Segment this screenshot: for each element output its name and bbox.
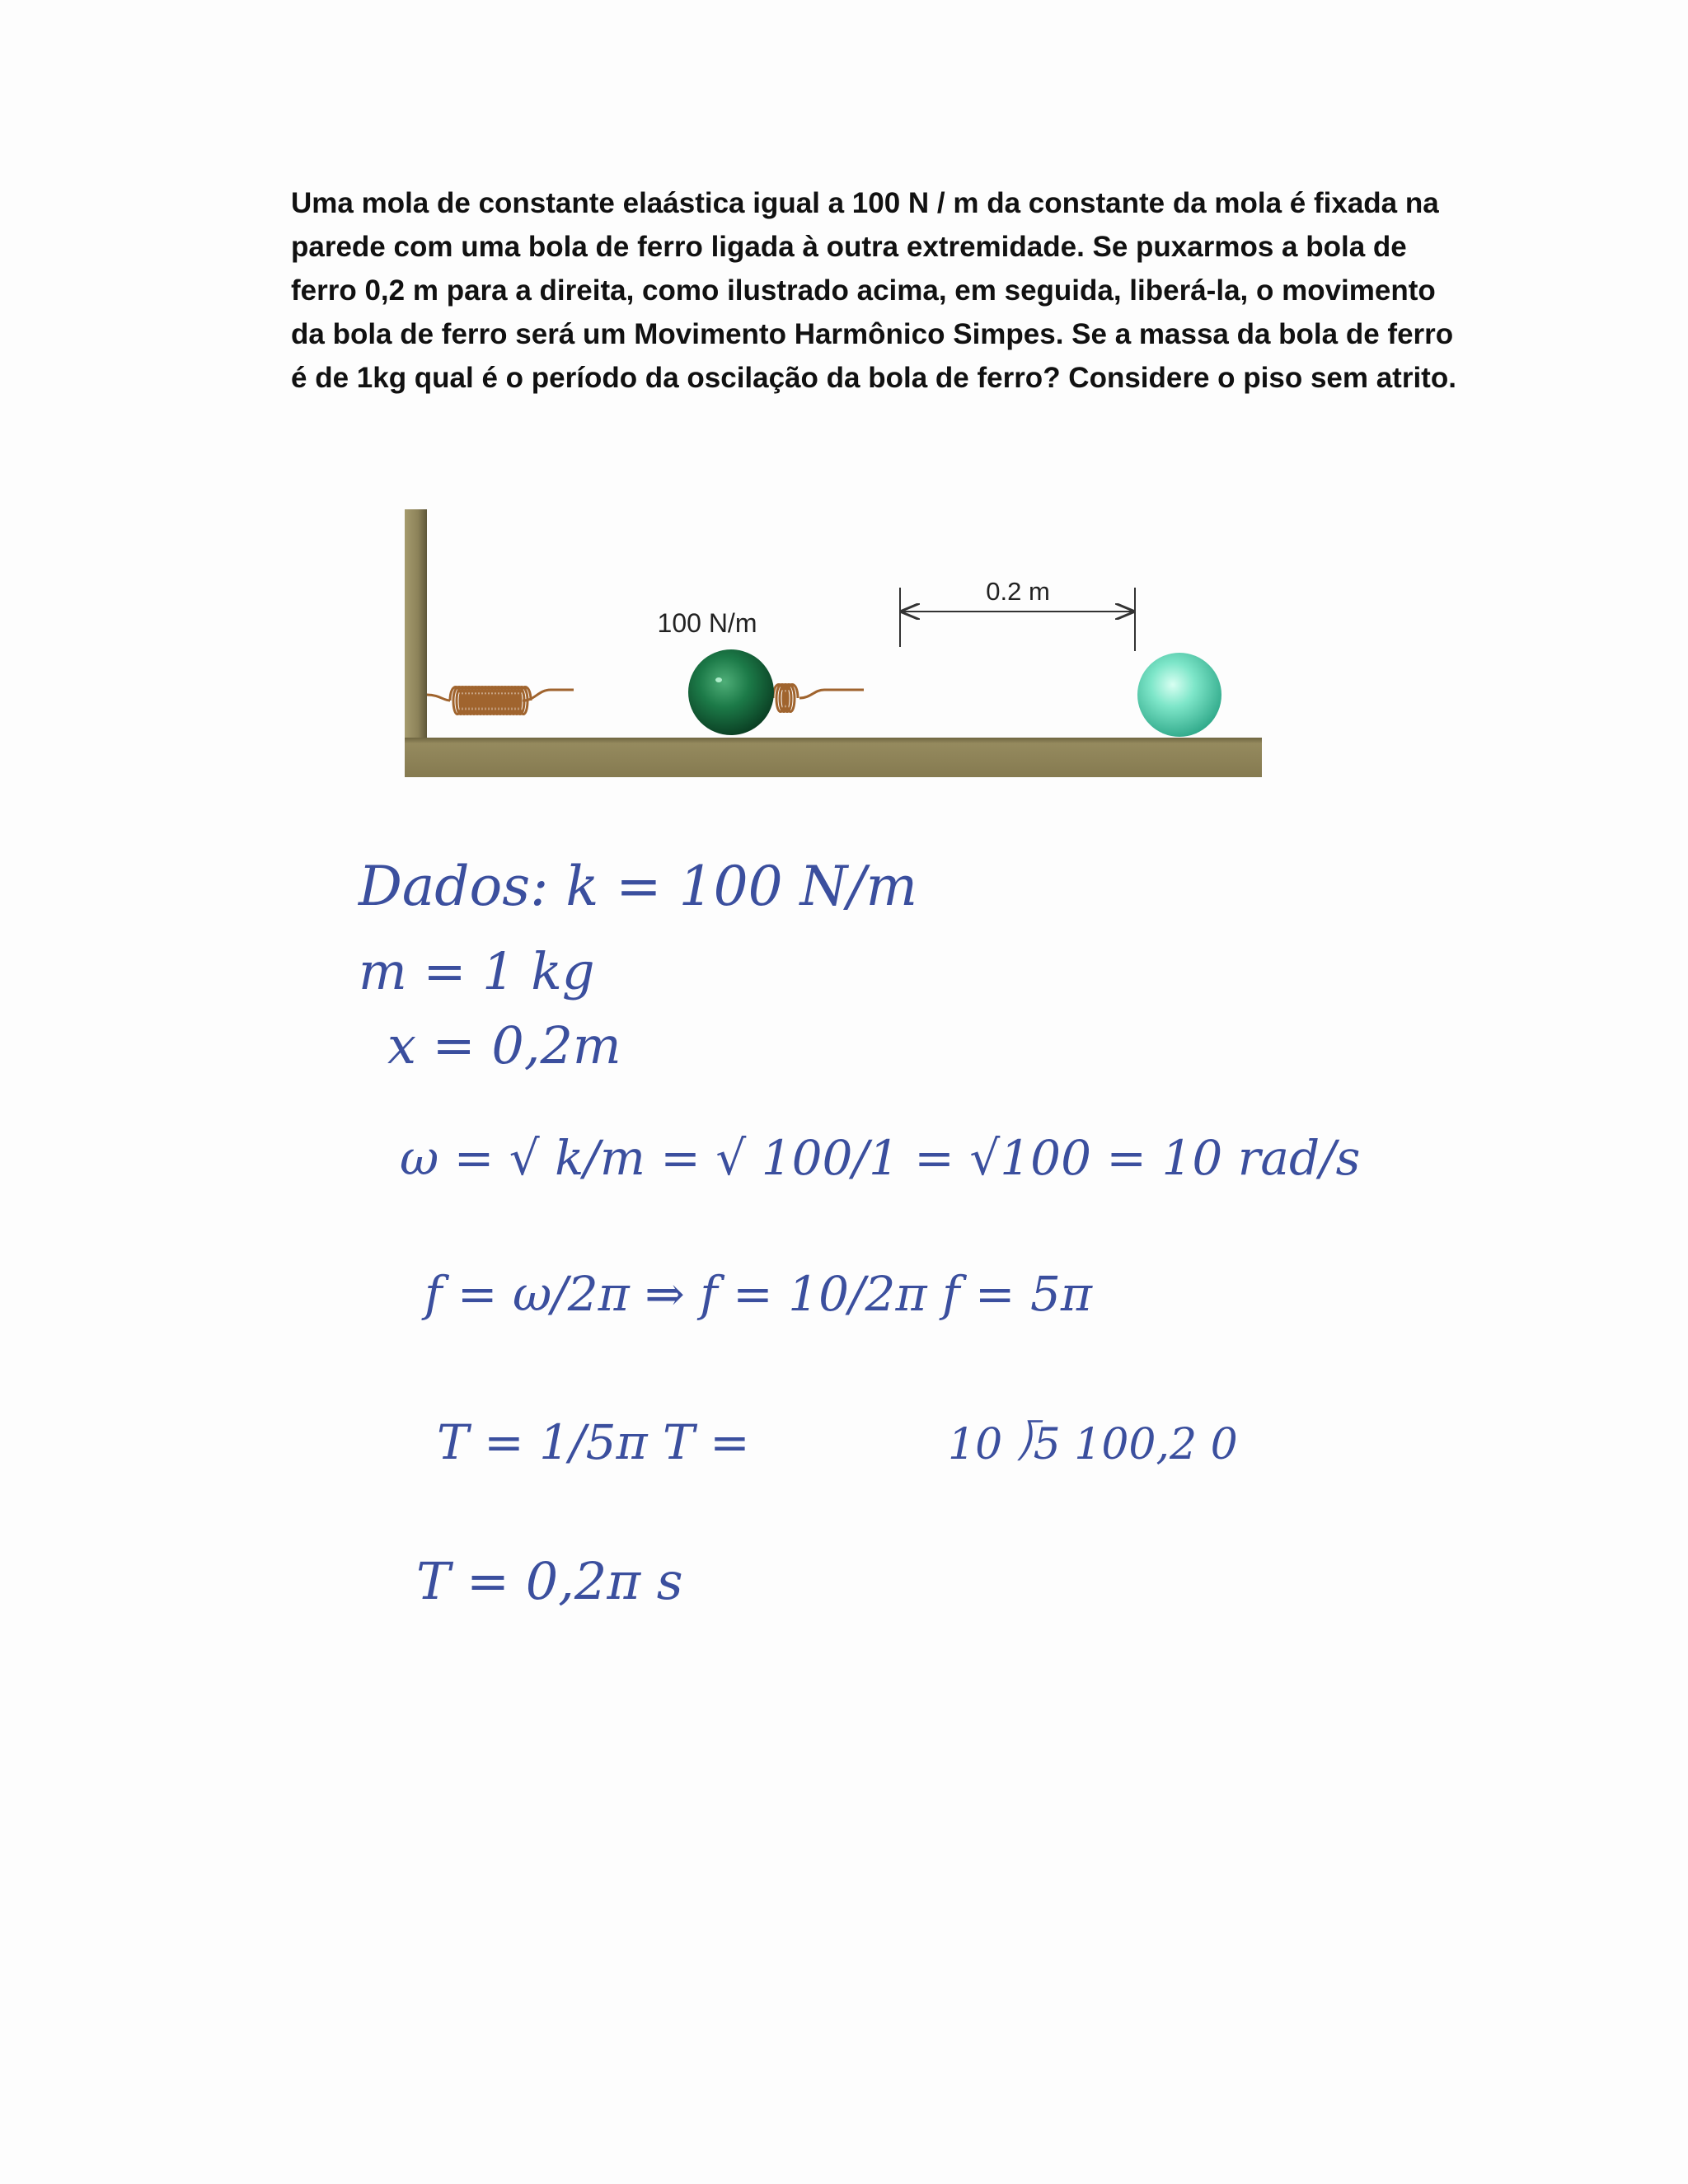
hw-long-division: 10 ⟌5 100,2 0 [948,1420,1238,1469]
hw-period: T = 1/5π T = [437,1414,750,1470]
spring-constant-label: 100 N/m [657,608,757,638]
hw-dados-k: Dados: k = 100 N/m [359,855,918,918]
question-line-3: ferro 0,2 m para a direita, como ilustrado acima, em seguida, liberá-la, o movimento [291,274,1436,307]
question-line-2: parede com uma bola de ferro ligada à outra extremidade. Se puxarmos a bola de [291,231,1407,263]
question-line-4: da bola de ferro será um Movimento Harmônico Simpes. Se a massa da bola de ferro [291,318,1454,350]
question-line-5: é de 1kg qual é o período da oscilação da bola de ferro? Considere o piso sem atrito. [291,362,1456,394]
hw-omega: ω = √ k/m = √ 100/1 = √100 = 10 rad/s [400,1130,1361,1186]
hw-frequency: f = ω/2π ⇒ f = 10/2π f = 5π [424,1266,1092,1322]
hw-displacement: x = 0,2m [387,1015,621,1076]
displacement-label: 0.2 m [986,577,1050,606]
hw-result: T = 0,2π s [416,1551,683,1611]
hw-mass: m = 1 kg [359,941,595,1001]
question-line-1: Uma mola de constante elaástica igual a 100 N / m da constante da mola é fixada na [291,187,1439,219]
